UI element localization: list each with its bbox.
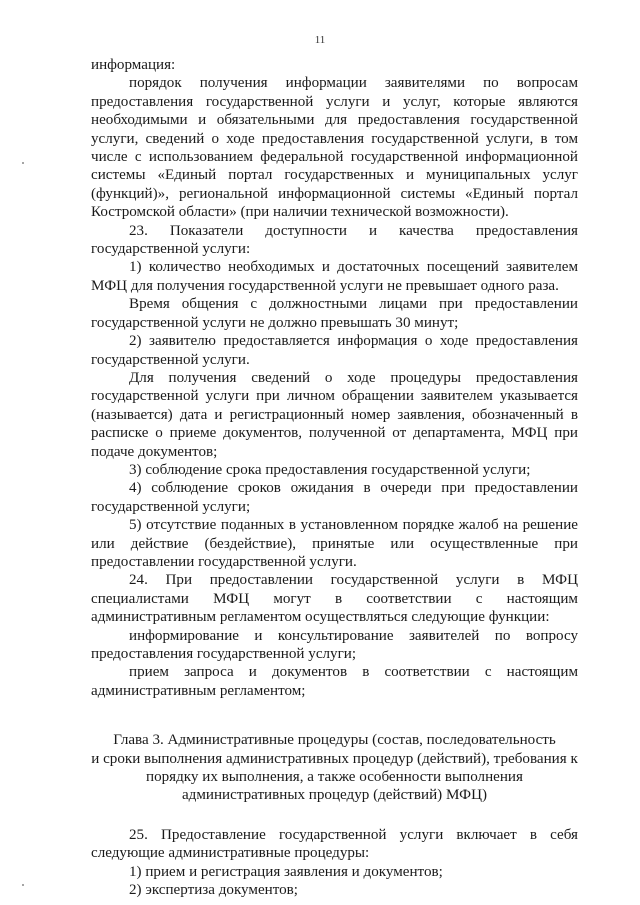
chapter-heading-line: и сроки выполнения административных процедур (действий), требования к <box>91 750 578 767</box>
page-number: 11 <box>314 34 326 46</box>
chapter-heading-line: административных процедур (действий) МФЦ) <box>181 787 488 804</box>
body-paragraph: 23. Показатели доступности и качества предоставления государственной услуги: <box>91 222 578 258</box>
body-paragraph: Время общения с должностными лицами при предоставлении государственной услуги не должно превышать 30 минут; <box>91 296 578 331</box>
paragraphs-after-heading <box>91 826 578 900</box>
body-paragraph: информация: <box>91 57 176 73</box>
body-paragraph: 24. При предоставлении государственной услуги в МФЦ специалистами МФЦ могут в соответствии с настоящим административным регламентом осуществляться следующие функции: <box>91 572 578 626</box>
procedure-paragraph: 25. Предоставление государственной услуги включает в себя следующие административные процедуры: <box>91 826 578 862</box>
body-paragraph: 5) отсутствие поданных в установленном порядке жалоб на решение или действие (бездействие), принятые или осуществленные при предоставлении государственной услуги. <box>91 517 578 570</box>
chapter-heading-line: Глава 3. Административные процедуры (состав, последовательность <box>113 732 556 749</box>
body-paragraph: порядок получения информации заявителями по вопросам предоставления государственной услуги и услуг, которые являются необходимыми и обязательными для предоставления государственной услуги, сведений о ходе предоставления государственной услуги, в том числе с использованием федеральной государственной информационной системы «Единый портал государственных и муниципальных услуг (функций)», региональной информационной системы «Единый портал Костромской области» (при наличии технической возможности). <box>91 75 578 221</box>
scan-speck <box>22 884 24 886</box>
chapter-heading-line: порядку их выполнения, а также особенности выполнения <box>146 769 523 786</box>
paragraphs-before-heading <box>91 56 578 700</box>
body-paragraph: прием запроса и документов в соответствии с настоящим административным регламентом; <box>91 664 578 699</box>
chapter-heading <box>83 731 586 805</box>
body-paragraph: 2) заявителю предоставляется информация о ходе предоставления государственной услуги. <box>91 333 578 368</box>
body-paragraph: 1) количество необходимых и достаточных посещений заявителем МФЦ для получения государственной услуги не превышает одного раза. <box>91 259 578 294</box>
procedure-paragraph: 2) экспертиза документов; <box>129 882 299 899</box>
procedure-paragraph: 1) прием и регистрация заявления и документов; <box>129 863 443 880</box>
document-body <box>91 56 578 899</box>
body-paragraph: 4) соблюдение сроков ожидания в очереди при предоставлении государственной услуги; <box>91 480 578 515</box>
scan-speck <box>22 162 24 164</box>
body-paragraph: 3) соблюдение срока предоставления государственной услуги; <box>129 461 531 478</box>
body-paragraph: информирование и консультирование заявителей по вопросу предоставления государственной услуги; <box>91 627 578 662</box>
body-paragraph: Для получения сведений о ходе процедуры предоставления государственной услуги при личном обращении заявителем указывается (называется) дата и регистрационный номер заявления, обозначенный в расписке о приеме документов, полученной от департамента, МФЦ при подаче документов; <box>91 369 578 460</box>
